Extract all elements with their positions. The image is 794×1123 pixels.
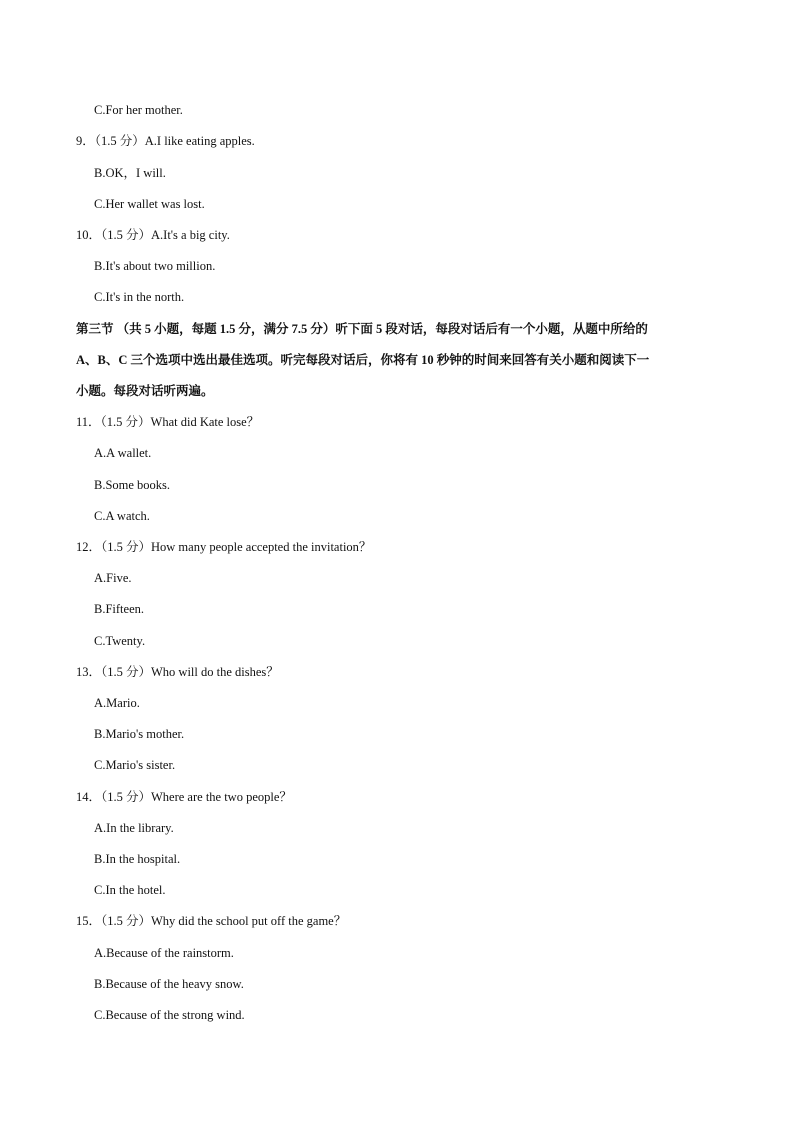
option-text: C.Her wallet was lost. [94, 197, 205, 211]
option-text: A.Because of the rainstorm. [94, 946, 234, 960]
option-text: B.It's about two million. [94, 259, 216, 273]
question-12: 12．（1.5 分）How many people accepted the invitation？ [76, 540, 372, 554]
question-13: 13．（1.5 分）Who will do the dishes？ [76, 665, 279, 679]
option-text: C.Twenty. [94, 634, 146, 648]
option-text: C.In the hotel. [94, 883, 166, 897]
question-15: 15．（1.5 分）Why did the school put off the game？ [76, 914, 347, 928]
option-text: B.In the hospital. [94, 852, 181, 866]
option-text: B.Some books. [94, 478, 171, 492]
question-10: 10．（1.5 分）A.It's a big city. [76, 228, 230, 242]
option-text: B.Fifteen. [94, 602, 144, 616]
option-text: A.In the library. [94, 821, 174, 835]
option-text: C.For her mother. [94, 103, 183, 117]
section-instructions-line-3: 小题。每段对话听两遍。 [76, 384, 214, 398]
option-text: C.A watch. [94, 509, 150, 523]
section-instructions-line-1: 第三节 （共 5 小题，每题 1.5 分，满分 7.5 分）听下面 5 段对话，每段对话后有一个小题，从题中所给的 [76, 322, 648, 336]
option-text: A.A wallet. [94, 446, 152, 460]
option-text: A.Five. [94, 571, 132, 585]
option-text: B.OK，I will. [94, 166, 166, 180]
option-text: B.Because of the heavy snow. [94, 977, 244, 991]
question-9: 9．（1.5 分）A.I like eating apples. [76, 134, 255, 148]
question-11: 11．（1.5 分）What did Kate lose？ [76, 415, 260, 429]
option-text: C.Mario's sister. [94, 758, 176, 772]
option-text: C.Because of the strong wind. [94, 1008, 245, 1022]
option-text: A.Mario. [94, 696, 140, 710]
option-text: C.It's in the north. [94, 290, 185, 304]
section-instructions-line-2: A、B、C 三个选项中选出最佳选项。听完每段对话后，你将有 10 秒钟的时间来回答有关小题和阅读下一 [76, 353, 650, 367]
question-14: 14．（1.5 分）Where are the two people？ [76, 790, 292, 804]
option-text: B.Mario's mother. [94, 727, 185, 741]
